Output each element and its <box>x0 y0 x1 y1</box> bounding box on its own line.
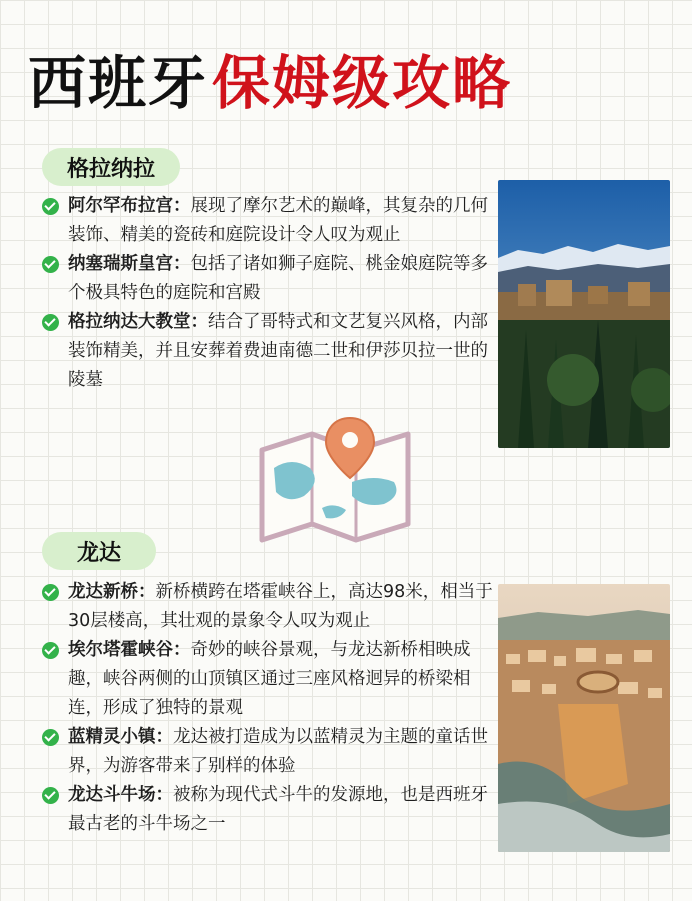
list-item <box>42 723 494 781</box>
item-name: 蓝精灵小镇： <box>68 727 173 747</box>
title-part1: 西班牙 <box>28 49 209 117</box>
check-circle-icon <box>42 314 59 331</box>
item-name: 阿尔罕布拉宫： <box>68 196 191 216</box>
list-item <box>42 308 494 395</box>
item-desc: 新桥横跨在塔霍峡谷上，高达98米，相当于30层楼高，其壮观的景象令人叹为观止 <box>68 582 493 631</box>
item-desc: 奇妙的峡谷景观，与龙达新桥相映成趣，峡谷两侧的山顶镇区通过三座风格迥异的桥梁相连，形成了独特的景观 <box>68 640 471 718</box>
item-desc: 包括了诸如狮子庭院、桃金娘庭院等多个极具特色的庭院和宫殿 <box>68 254 488 303</box>
item-desc: 龙达被打造成为以蓝精灵为主题的童话世界，为游客带来了别样的体验 <box>68 727 488 776</box>
check-circle-icon <box>42 787 59 804</box>
check-circle-icon <box>42 198 59 215</box>
check-circle-icon <box>42 642 59 659</box>
check-circle-icon <box>42 256 59 273</box>
section-tag-granada: 格拉纳拉 <box>42 148 180 186</box>
granada-list <box>42 192 494 395</box>
list-item <box>42 636 494 723</box>
item-name: 格拉纳达大教堂： <box>68 312 208 332</box>
item-name: 埃尔塔霍峡谷： <box>68 640 191 660</box>
title-part2: 保姆级攻略 <box>212 49 513 117</box>
item-desc: 被称为现代式斗牛的发源地，也是西班牙最古老的斗牛场之一 <box>68 785 488 834</box>
check-circle-icon <box>42 729 59 746</box>
list-item <box>42 578 494 636</box>
item-name: 纳塞瑞斯皇宫： <box>68 254 191 274</box>
ronda-list <box>42 578 494 839</box>
list-item <box>42 250 494 308</box>
map-pin-icon <box>252 412 418 552</box>
list-item <box>42 781 494 839</box>
item-desc: 结合了哥特式和文艺复兴风格，内部装饰精美，并且安葬着费迪南德二世和伊莎贝拉一世的陵墓 <box>68 312 488 390</box>
list-item <box>42 192 494 250</box>
item-desc: 展现了摩尔艺术的巅峰，其复杂的几何装饰、精美的瓷砖和庭院设计令人叹为观止 <box>68 196 488 245</box>
ronda-photo <box>498 584 670 852</box>
item-name: 龙达新桥： <box>68 582 156 602</box>
section-tag-ronda: 龙达 <box>42 532 156 570</box>
check-circle-icon <box>42 584 59 601</box>
page-title <box>28 38 512 118</box>
item-name: 龙达斗牛场： <box>68 785 173 805</box>
alhambra-photo <box>498 180 670 448</box>
